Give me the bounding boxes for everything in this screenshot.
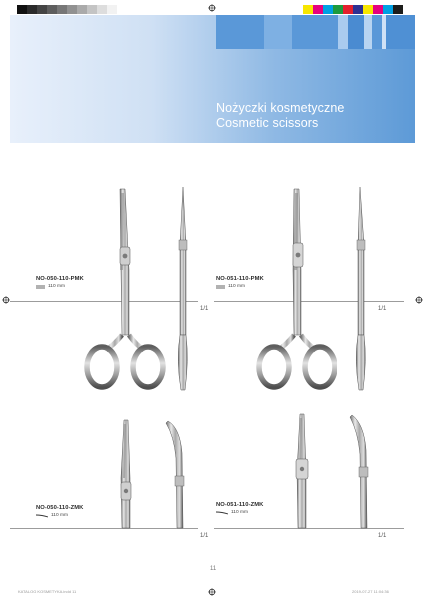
- gray-swatch: [77, 5, 87, 14]
- color-swatch: [323, 5, 333, 14]
- scale-label: 1/1: [378, 306, 387, 312]
- length-gauge-icon: [36, 285, 45, 289]
- registration-mark-icon: [208, 4, 216, 12]
- scissors-curved-side-image: [346, 412, 376, 530]
- gray-swatch: [97, 5, 107, 14]
- product-length-value: 110 mm: [51, 513, 68, 518]
- color-swatch: [343, 5, 353, 14]
- scale-label: 1/1: [200, 533, 209, 539]
- color-swatch: [313, 5, 323, 14]
- scale-label: 1/1: [200, 306, 209, 312]
- curved-gauge-icon: [36, 513, 48, 518]
- product-length: [36, 284, 65, 289]
- process-color-bar: [303, 5, 413, 14]
- product-code: NO-050-110-ZMK: [36, 505, 84, 511]
- curved-gauge-icon: [216, 510, 228, 515]
- product-length-value: 110 mm: [48, 284, 65, 289]
- product-code: NO-050-110-PMK: [36, 276, 84, 282]
- color-swatch: [403, 5, 413, 14]
- gray-swatch: [57, 5, 67, 14]
- product-length-value: 110 mm: [228, 284, 245, 289]
- registration-mark-icon: [208, 588, 216, 596]
- scissors-curved-front-image: [286, 412, 316, 530]
- gray-swatch: [27, 5, 37, 14]
- length-gauge-icon: [216, 285, 225, 289]
- product-code: NO-051-110-PMK: [216, 276, 264, 282]
- color-swatch: [333, 5, 343, 14]
- color-swatch: [393, 5, 403, 14]
- registration-mark-icon: [2, 296, 10, 304]
- gray-swatch: [37, 5, 47, 14]
- page-title-english: Cosmetic scissors: [216, 116, 319, 130]
- color-swatch: [363, 5, 373, 14]
- page-title-polish: Nożyczki kosmetyczne: [216, 101, 345, 115]
- gray-swatch: [107, 5, 117, 14]
- scissors-straight-side-image: [172, 185, 194, 400]
- scissors-curved-side-image: [162, 418, 192, 530]
- grayscale-color-bar: [17, 5, 117, 14]
- color-swatch: [353, 5, 363, 14]
- color-swatch: [303, 5, 313, 14]
- product-length: [216, 510, 248, 515]
- gray-swatch: [87, 5, 97, 14]
- gray-swatch: [67, 5, 77, 14]
- scissors-curved-front-image: [110, 418, 140, 530]
- page-number: 11: [210, 566, 217, 572]
- gray-swatch: [17, 5, 27, 14]
- scissors-straight-side-image: [350, 185, 372, 400]
- color-swatch: [373, 5, 383, 14]
- product-length: [216, 284, 245, 289]
- product-code: NO-051-110-ZMK: [216, 502, 264, 508]
- registration-mark-icon: [415, 296, 423, 304]
- footer-timestamp: 2019-07-27 11:04:36: [352, 589, 389, 594]
- color-swatch: [383, 5, 393, 14]
- scissors-straight-front-image: [84, 185, 166, 400]
- product-length-value: 110 mm: [231, 510, 248, 515]
- scissors-straight-front-image: [255, 185, 337, 400]
- scale-label: 1/1: [378, 533, 387, 539]
- gray-swatch: [47, 5, 57, 14]
- footer-file-info: KATALOG KOSMETYKA.indd 11: [18, 589, 77, 594]
- product-length: [36, 513, 68, 518]
